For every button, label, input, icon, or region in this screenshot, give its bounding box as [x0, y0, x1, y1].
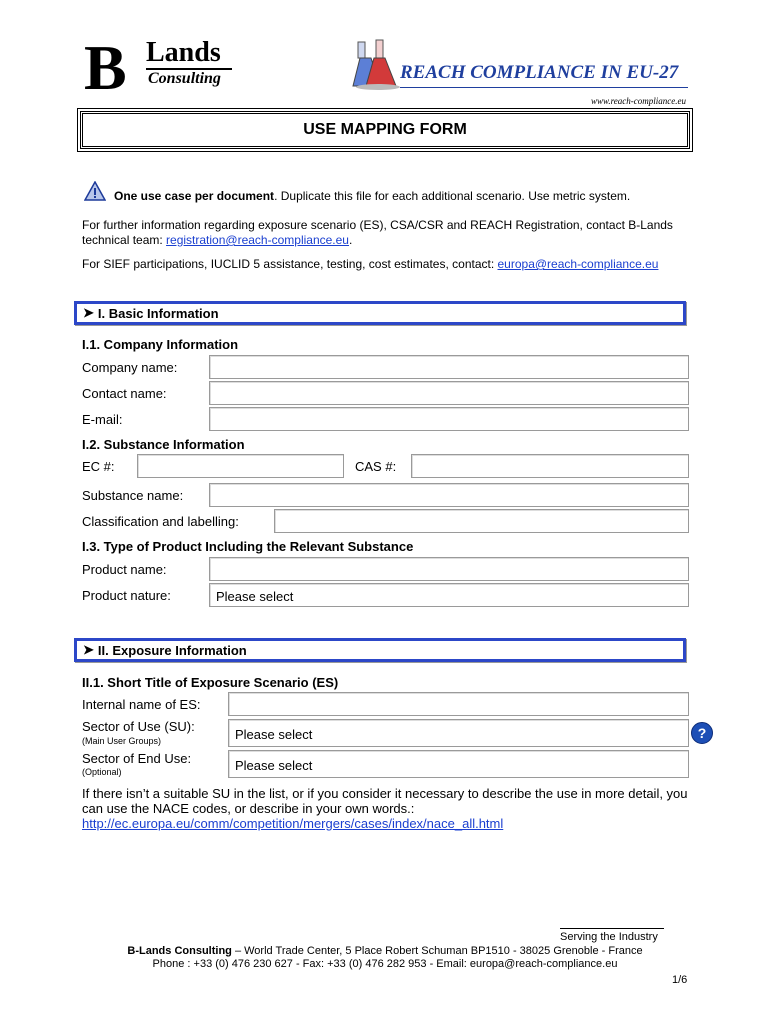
- sector-end-use-label: Sector of End Use:: [82, 751, 192, 766]
- footer-contact: Phone : +33 (0) 476 230 627 - Fax: +33 (0) 476 282 953 - Email: europa@reach-compliance.eu: [152, 958, 618, 970]
- email-label: E-mail:: [82, 412, 123, 427]
- contact-name-field[interactable]: [209, 381, 689, 405]
- logo-consulting: Consulting: [148, 70, 221, 87]
- page-number: 1/6: [672, 974, 688, 986]
- reach-underline: [400, 87, 688, 88]
- ec-label: EC #:: [82, 459, 115, 474]
- registration-email-link[interactable]: registration@reach-compliance.eu: [166, 233, 349, 247]
- company-name-field[interactable]: [209, 355, 689, 379]
- logo-lands: Lands: [146, 37, 221, 68]
- classification-field[interactable]: [274, 509, 689, 533]
- form-title: USE MAPPING FORM: [80, 111, 690, 149]
- product-nature-label: Product nature:: [82, 588, 171, 603]
- sector-end-use-note: (Optional): [82, 767, 122, 777]
- arrowhead-icon: ➤: [83, 642, 94, 657]
- sector-of-use-label: Sector of Use (SU):: [82, 719, 195, 734]
- info-registration: For further information regarding exposure scenario (ES), CSA/CSR and REACH Registration, contact B-Lands technical team: registration@reach-compliance.eu.: [82, 218, 673, 247]
- product-nature-select[interactable]: Please select: [209, 583, 689, 607]
- short-title-heading: II.1. Short Title of Exposure Scenario (ES): [82, 675, 339, 690]
- reach-url: www.reach-compliance.eu: [591, 96, 686, 106]
- europa-email-link[interactable]: europa@reach-compliance.eu: [497, 257, 659, 271]
- contact-name-label: Contact name:: [82, 386, 167, 401]
- internal-name-label: Internal name of ES:: [82, 697, 201, 712]
- ec-number-field[interactable]: [137, 454, 344, 478]
- reach-title: REACH COMPLIANCE IN EU-27: [400, 62, 679, 83]
- substance-name-label: Substance name:: [82, 488, 184, 503]
- internal-name-field[interactable]: [228, 692, 689, 716]
- footer-address: B-Lands Consulting – World Trade Center, 5 Place Robert Schuman BP1510 - 38025 Grenoble - France: [127, 945, 643, 957]
- email-field[interactable]: [209, 407, 689, 431]
- logo-b: B: [84, 32, 125, 103]
- footer-divider: [560, 928, 664, 929]
- sector-of-use-note: (Main User Groups): [82, 736, 162, 746]
- sector-of-use-select[interactable]: Please select: [228, 719, 689, 747]
- product-name-field[interactable]: [209, 557, 689, 581]
- company-name-label: Company name:: [82, 360, 178, 375]
- company-info-heading: I.1. Company Information: [82, 337, 239, 352]
- product-name-label: Product name:: [82, 562, 167, 577]
- substance-name-field[interactable]: [209, 483, 689, 507]
- substance-info-heading: I.2. Substance Information: [82, 437, 245, 452]
- classification-label: Classification and labelling:: [82, 514, 239, 529]
- nace-instructions: If there isn’t a suitable SU in the list, or if you consider it necessary to describe the use in more detail, you can use the NACE codes, or describe in your own words.: http://ec.europa.eu/comm/competition/mergers/cases/index/nace_all.html: [82, 786, 688, 831]
- flask-icon: [352, 38, 402, 92]
- footer-serving: Serving the Industry: [560, 931, 658, 943]
- info-sief: For SIEF participations, IUCLID 5 assistance, testing, cost estimates, contact: europa@reach-compliance.eu: [82, 257, 659, 271]
- arrowhead-icon: ➤: [83, 305, 94, 320]
- section-basic-information: ➤ I. Basic Information: [74, 301, 686, 325]
- nace-codes-link[interactable]: http://ec.europa.eu/comm/competition/mergers/cases/index/nace_all.html: [82, 816, 504, 831]
- help-icon[interactable]: ?: [691, 722, 713, 744]
- section-exposure-information: ➤ II. Exposure Information: [74, 638, 686, 662]
- warning-icon: [84, 181, 106, 201]
- warning-text: One use case per document. Duplicate this file for each additional scenario. Use metric system.: [114, 189, 631, 203]
- cas-label: CAS #:: [355, 459, 397, 474]
- cas-number-field[interactable]: [411, 454, 689, 478]
- sector-end-use-select[interactable]: Please select: [228, 750, 689, 778]
- product-type-heading: I.3. Type of Product Including the Relevant Substance: [82, 539, 414, 554]
